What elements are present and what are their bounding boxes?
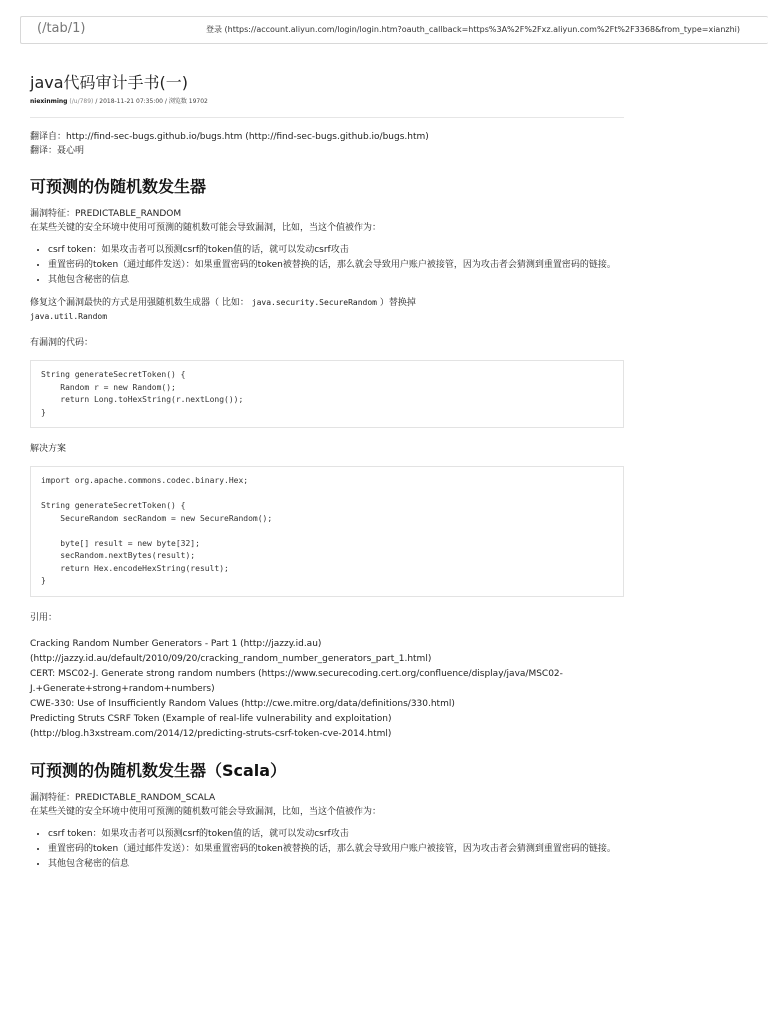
list-item: • 重置密码的token（通过邮件发送）：如果重置密码的token被替换的话，那么就会导致用户账户被接管，因为攻击者会猜测到重置密码的链接。 bbox=[48, 842, 624, 857]
bullet-list bbox=[30, 827, 624, 872]
solution-label: 解决方案 bbox=[30, 444, 67, 454]
translated-from[interactable]: 翻译自：http://find-sec-bugs.github.io/bugs.htm (http://find-sec-bugs.github.io/bugs.htm) bbox=[30, 132, 429, 142]
vuln-code-label: 有漏洞的代码： bbox=[30, 338, 94, 348]
bug-pattern: 漏洞特征：PREDICTABLE_RANDOM bbox=[30, 209, 182, 219]
top-bar bbox=[20, 16, 768, 44]
article bbox=[30, 60, 624, 880]
reference-list bbox=[30, 637, 624, 742]
reference-link[interactable]: CWE-330: Use of Insufficiently Random Values (http://cwe.mitre.org/data/definitions/330.html) bbox=[30, 698, 455, 709]
reference-link[interactable]: Cracking Random Number Generators - Part 1 (http://jazzy.id.au) bbox=[30, 638, 322, 649]
meta-sep: / bbox=[95, 98, 100, 105]
reference-link[interactable]: CERT: MSC02-J. Generate strong random numbers (https://www.securecoding.cert.org/confluence/display/java/MSC02- bbox=[30, 668, 563, 679]
reference-link[interactable]: Predicting Struts CSRF Token (Example of real-life vulnerability and exploitation) bbox=[30, 713, 392, 724]
translator: 翻译：聂心明 bbox=[30, 146, 85, 156]
login-link[interactable]: 登录 (https://account.aliyun.com/login/login.htm?oauth_callback=https%3A%2F%2Fxz.aliyun.com%2Ft%2F3368&from_type=xianzhi) bbox=[206, 25, 741, 34]
meta-sep: / bbox=[164, 98, 169, 105]
author-name[interactable]: niexinming bbox=[30, 98, 68, 105]
reference-link[interactable]: J.+Generate+strong+random+numbers) bbox=[30, 683, 215, 694]
inline-code: java.util.Random bbox=[30, 312, 108, 321]
reference-link[interactable]: (http://jazzy.id.au/default/2010/09/20/cracking_random_number_generators_part_1.html) bbox=[30, 653, 432, 664]
bug-pattern: 漏洞特征：PREDICTABLE_RANDOM_SCALA bbox=[30, 792, 216, 803]
bullet-list bbox=[30, 243, 624, 288]
publish-date: 2018-11-21 07:35:00 bbox=[99, 98, 163, 105]
section-heading: 可预测的伪随机数发生器 bbox=[30, 177, 207, 196]
refs-label: 引用： bbox=[30, 612, 58, 623]
section-heading: 可预测的伪随机数发生器（Scala） bbox=[30, 760, 287, 780]
divider bbox=[30, 117, 624, 118]
fix-advice bbox=[30, 296, 624, 324]
fix-text: ）替换掉 bbox=[379, 298, 416, 308]
section-intro: 在某些关键的安全环境中使用可预测的随机数可能会导致漏洞，比如，当这个值被作为： bbox=[30, 806, 382, 817]
list-item: • csrf token：如果攻击者可以预测csrf的token值的话，就可以发动csrf攻击 bbox=[48, 827, 624, 842]
page-title: java代码审计手书(一) bbox=[30, 73, 189, 92]
view-count: 浏览数 19702 bbox=[168, 98, 208, 105]
author-link[interactable]: (/u/789) bbox=[69, 98, 94, 105]
inline-code: java.security.SecureRandom bbox=[251, 298, 377, 307]
article-meta bbox=[30, 96, 624, 105]
list-item: • 重置密码的token（通过邮件发送）：如果重置密码的token被替换的话，那么就会导致用户账户被接管，因为攻击者会猜测到重置密码的链接。 bbox=[48, 258, 624, 273]
list-item: • 其他包含秘密的信息 bbox=[48, 857, 624, 872]
section-intro: 在某些关键的安全环境中使用可预测的随机数可能会导致漏洞，比如，当这个值被作为： bbox=[30, 223, 382, 233]
tab-link[interactable]: (/tab/1) bbox=[37, 21, 86, 36]
list-item: • csrf token：如果攻击者可以预测csrf的token值的话，就可以发动csrf攻击 bbox=[48, 243, 624, 258]
list-item: • 其他包含秘密的信息 bbox=[48, 273, 624, 288]
code-block-solution: import org.apache.commons.codec.binary.Hex; String generateSecretToken() { SecureRandom secRandom = new SecureRandom(); byte[] result = new byte[32]; secRandom.nextBytes(result); return Hex.encodeHexString(result); } bbox=[30, 466, 624, 597]
code-block-vulnerable: String generateSecretToken() { Random r = new Random(); return Long.toHexString(r.nextLong()); } bbox=[30, 360, 624, 428]
reference-link[interactable]: (http://blog.h3xstream.com/2014/12/predicting-struts-csrf-token-cve-2014.html) bbox=[30, 728, 392, 739]
fix-text: 修复这个漏洞最快的方式是用强随机数生成器（ 比如： bbox=[30, 298, 249, 308]
